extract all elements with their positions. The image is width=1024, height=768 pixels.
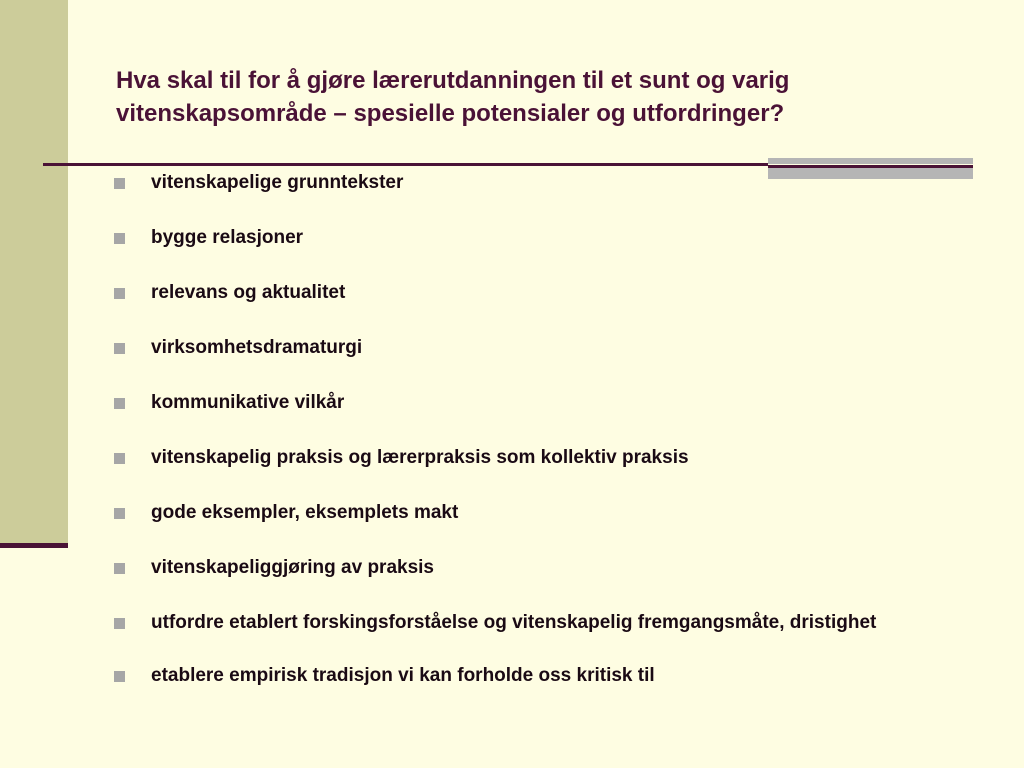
bullet-text: relevans og aktualitet [151,282,346,303]
accent-bar-line [768,165,973,168]
bullet-text: etablere empirisk tradisjon vi kan forholde oss kritisk til [151,665,655,686]
square-bullet-icon [114,671,125,682]
bullet-text: virksomhetsdramaturgi [151,337,363,358]
bullet-item [114,172,954,194]
bullet-item [114,502,954,524]
bullet-text: gode eksempler, eksemplets makt [151,502,459,523]
square-bullet-icon [114,453,125,464]
bullet-list [114,172,954,720]
bullet-text: utfordre etablert forskingsforståelse og vitenskapelig fremgangsmåte, dristighet [151,612,877,633]
bullet-item [114,612,954,634]
side-band-rule [0,543,68,548]
bullet-text: bygge relasjoner [151,227,304,248]
bullet-item [114,392,954,414]
slide-title: Hva skal til for å gjøre lærerutdanningen til et sunt og varig vitenskapsområde – spesielle potensialer og utfordringer? [116,67,790,127]
bullet-item [114,665,954,687]
bullet-text: vitenskapeliggjøring av praksis [151,557,434,578]
bullet-item [114,557,954,579]
bullet-item [114,227,954,249]
square-bullet-icon [114,233,125,244]
side-band [0,0,68,545]
bullet-text: vitenskapelig praksis og lærerpraksis som kollektiv praksis [151,447,689,468]
square-bullet-icon [114,563,125,574]
square-bullet-icon [114,398,125,409]
square-bullet-icon [114,178,125,189]
bullet-item [114,447,954,469]
bullet-text: vitenskapelige grunntekster [151,172,404,193]
square-bullet-icon [114,618,125,629]
bullet-item [114,337,954,359]
square-bullet-icon [114,508,125,519]
square-bullet-icon [114,288,125,299]
square-bullet-icon [114,343,125,354]
bullet-item [114,282,954,304]
bullet-text: kommunikative vilkår [151,392,345,413]
